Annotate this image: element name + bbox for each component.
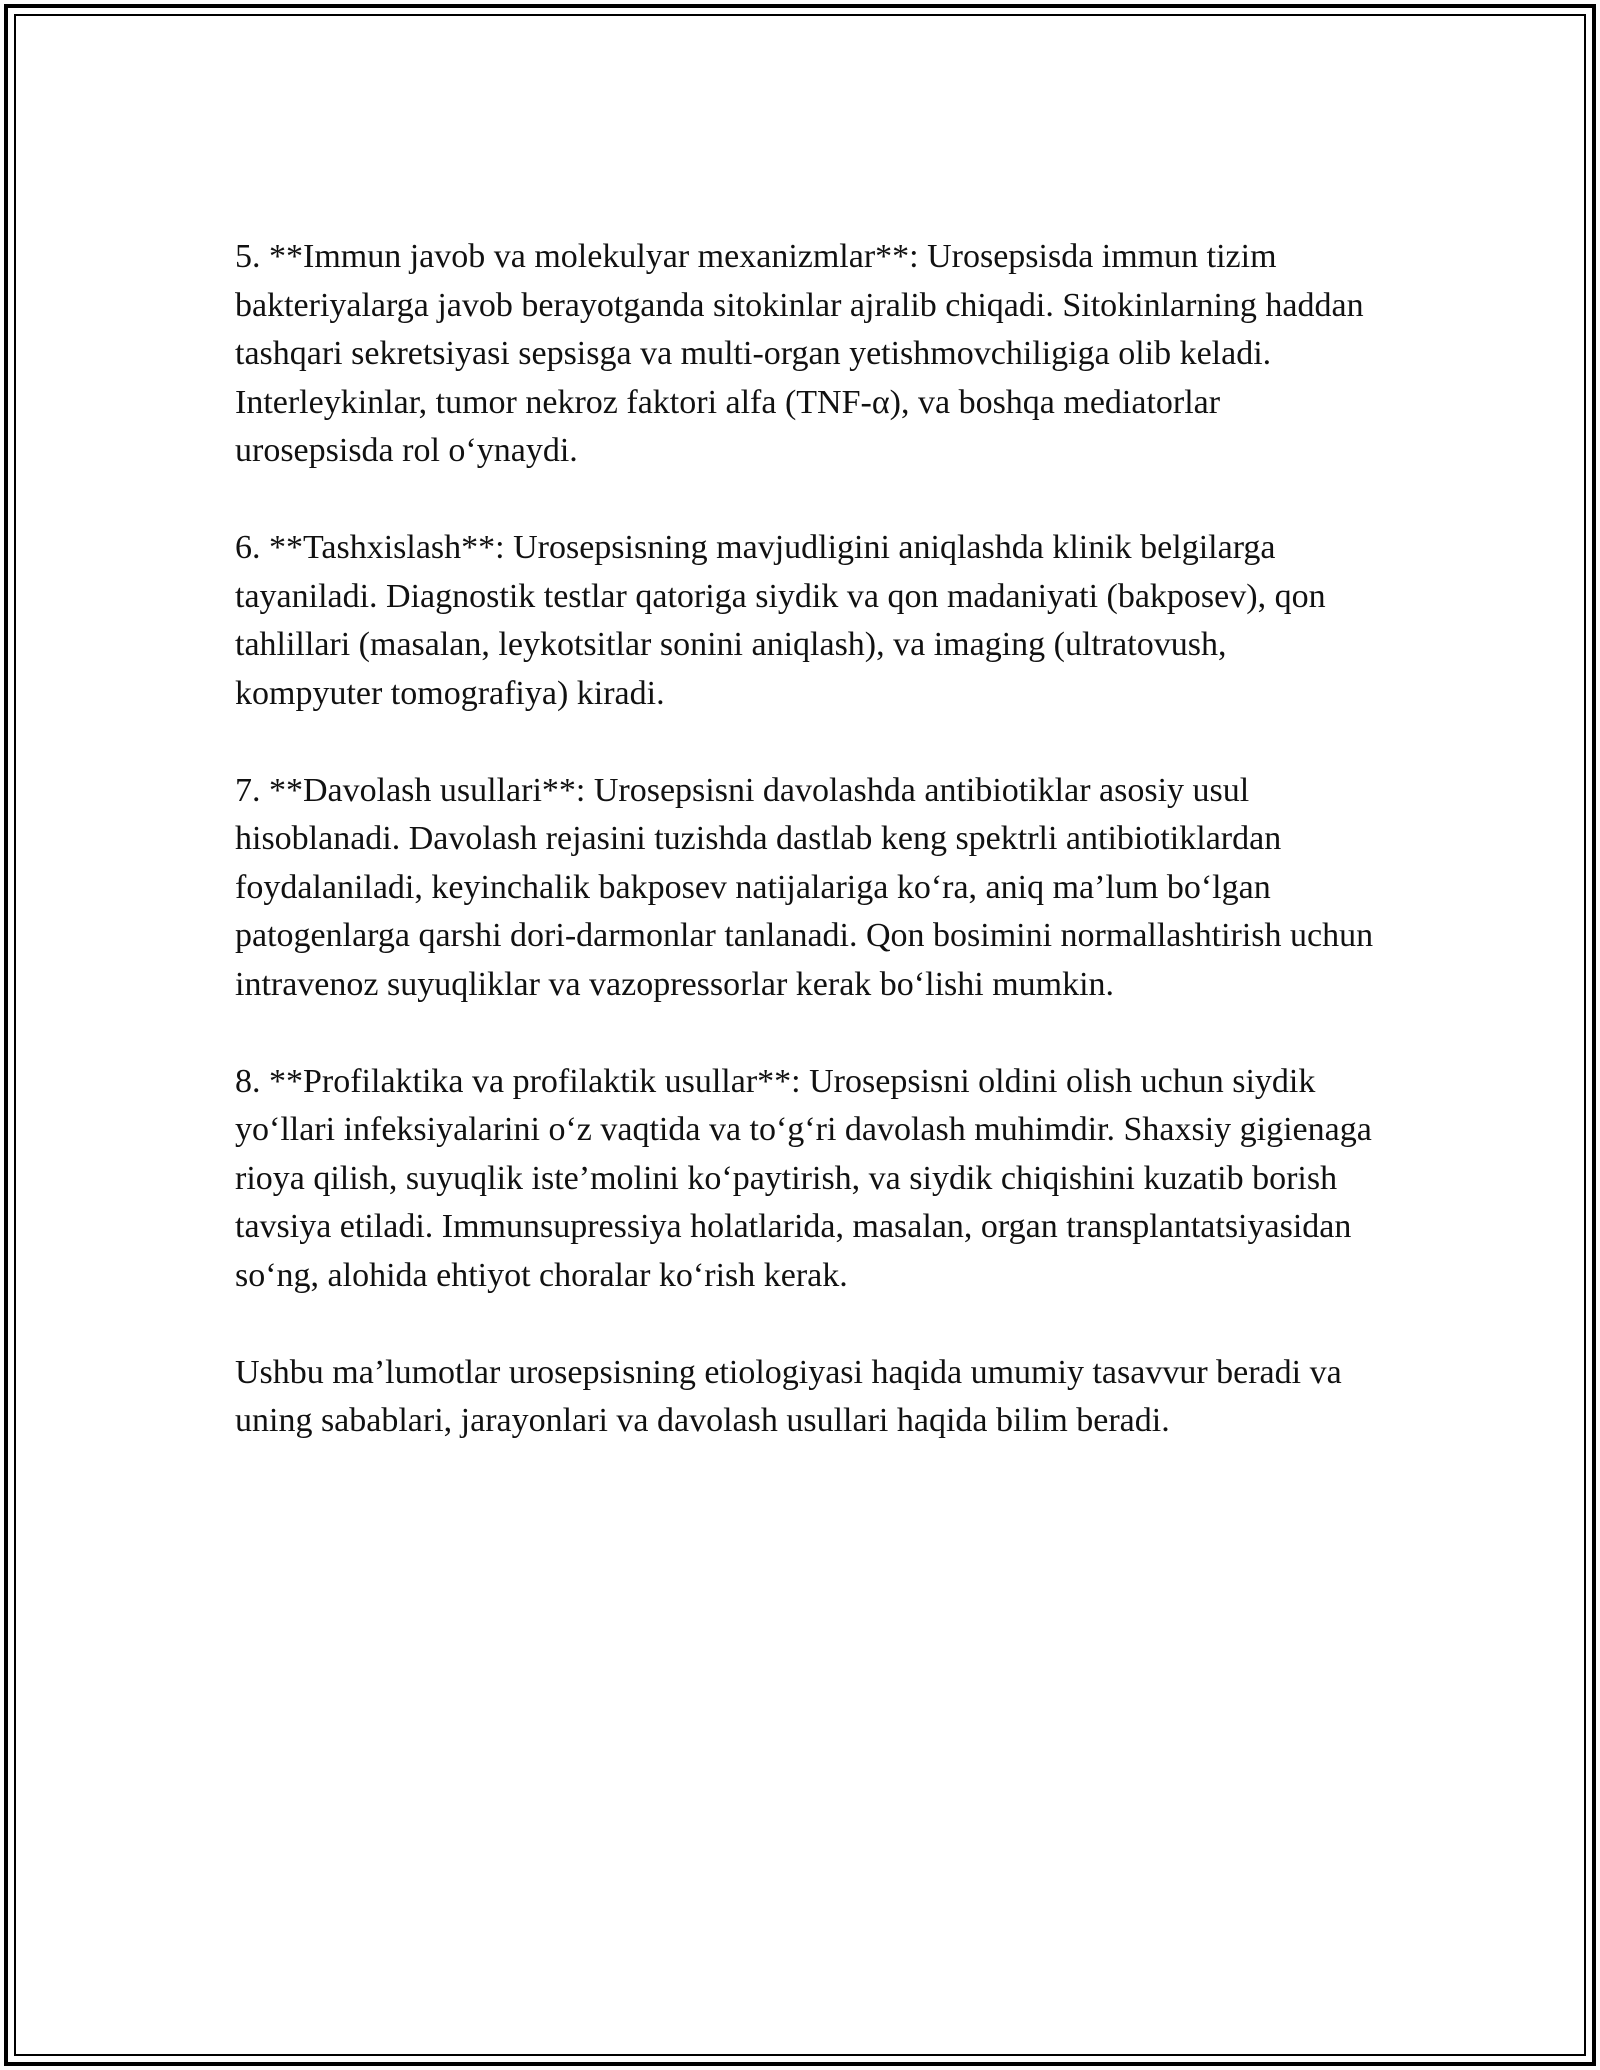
paragraph-conclusion: Ushbu ma’lumotlar urosepsisning etiologiyasi haqida umumiy tasavvur beradi va uning sabablari, jarayonlari va davolash usullari haqida bilim beradi. — [235, 1353, 1342, 1439]
paragraph-treatment: 7. **Davolash usullari**: Urosepsisni davolashda antibiotiklar asosiy usul hisoblanadi. Davolash rejasini tuzishda dastlab keng spektrli antibiotiklardan foydalaniladi, keyinchalik bakposev natijalariga ko‘ra, aniq ma’lum bo‘lgan patogenlarga qarshi dori-darmonlar tanlanadi. Qon bosimini normallashtirish uchun intravenoz suyuqliklar va vazopressorlar kerak bo‘lishi mumkin. — [235, 771, 1374, 1003]
paragraph-prevention: 8. **Profilaktika va profilaktik usullar**: Urosepsisni oldini olish uchun siydik yo‘llari infeksiyalarini o‘z vaqtida va to‘g‘ri davolash muhimdir. Shaxsiy gigienaga rioya qilish, suyuqlik iste’molini ko‘paytirish, va siydik chiqishini kuzatib borish tavsiya etiladi. Immunsupressiya holatlarida, masalan, organ transplantatsiyasidan so‘ng, alohida ehtiyot choralar ko‘rish kerak. — [235, 1062, 1372, 1294]
document-body — [235, 233, 1375, 1494]
paragraph-immune-response: 5. **Immun javob va molekulyar mexanizmlar**: Urosepsisda immun tizim bakteriyalarga javob berayotganda sitokinlar ajralib chiqadi. Sitokinlarning haddan tashqari sekretsiyasi sepsisga va multi-organ yetishmovchiligiga olib keladi. Interleykinlar, tumor nekroz faktori alfa (TNF-α), va boshqa mediatorlar urosepsisda rol o‘ynaydi. — [235, 238, 1364, 469]
paragraph-diagnosis: 6. **Tashxislash**: Urosepsisning mavjudligini aniqlashda klinik belgilarga tayaniladi. Diagnostik testlar qatoriga siydik va qon madaniyati (bakposev), qon tahlillari (masalan, leykotsitlar sonini aniqlash), va imaging (ultratovush, kompyuter tomografiya) kiradi. — [235, 529, 1326, 712]
